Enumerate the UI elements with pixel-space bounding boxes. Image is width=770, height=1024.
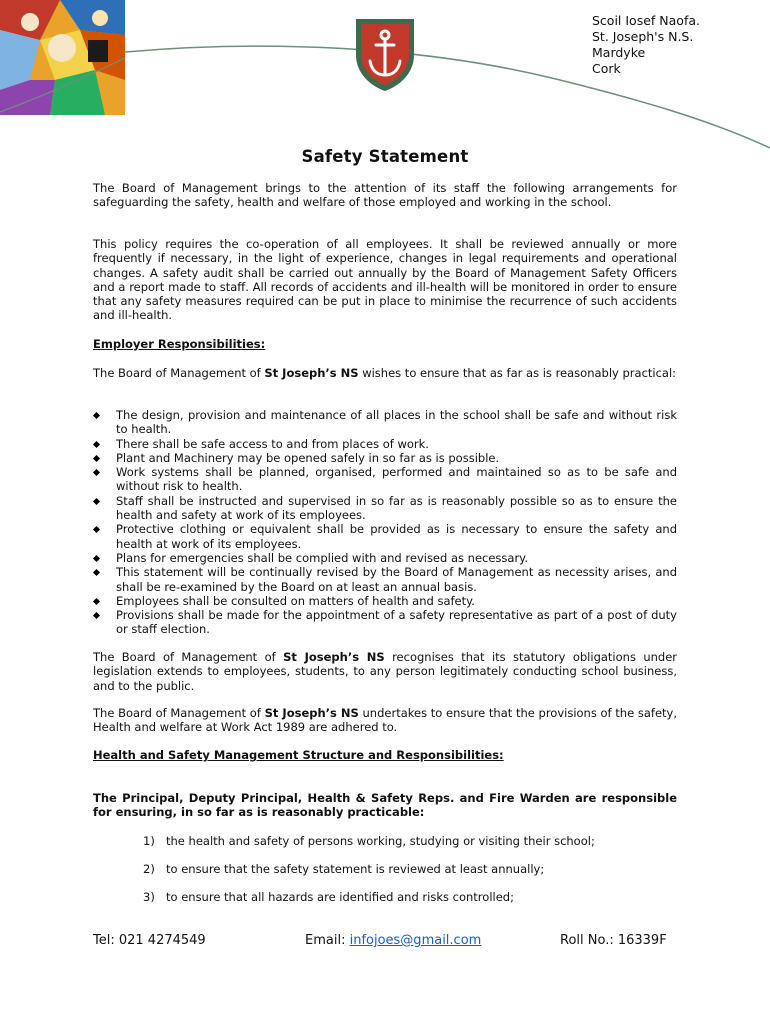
item-text: to ensure that all hazards are identified and risks controlled; bbox=[166, 890, 514, 904]
text-run: The Board of Management of bbox=[93, 650, 284, 664]
list-item-text: Plant and Machinery may be opened safely in so far as is possible. bbox=[116, 450, 500, 465]
diamond-bullet-icon bbox=[93, 498, 100, 505]
diamond-bullet-icon bbox=[93, 598, 100, 605]
list-item-text: There shall be safe access to and from places of work. bbox=[116, 436, 429, 451]
diamond-bullet-icon bbox=[93, 555, 100, 562]
list-item bbox=[93, 565, 677, 594]
intro-paragraph-2: This policy requires the co-operation of all employees. It shall be reviewed annually or more frequently if necessary, in the light of experience, changes in legal requirements and operational changes. A safety audit shall be carried out annually by the Board of Management Safety Officers and a report made to staff. All records of accidents and ill-health will be monitored in order to ensure that any safety measures required can be put in place to minimise the recurrence of such accidents and ill-health. bbox=[93, 237, 677, 323]
school-crest-logo bbox=[352, 15, 418, 93]
diamond-bullet-icon bbox=[93, 441, 100, 448]
list-item bbox=[93, 451, 677, 465]
employer-bullet-list bbox=[93, 408, 677, 637]
text-run: The Board of Management of bbox=[93, 706, 265, 720]
diamond-bullet-icon bbox=[93, 469, 100, 476]
list-item-text: Protective clothing or equivalent shall be provided as is necessary to ensure the safety and health at work of its employees. bbox=[116, 522, 677, 551]
list-item bbox=[93, 494, 677, 523]
structure-lead-paragraph: The Principal, Deputy Principal, Health & Safety Reps. and Fire Warden are responsible for ensuring, in so far as is reasonably practicable: bbox=[93, 791, 677, 820]
list-item bbox=[93, 551, 677, 565]
school-name: St Joseph’s NS bbox=[283, 650, 385, 664]
employer-responsibilities-heading: Employer Responsibilities: bbox=[93, 337, 266, 351]
employer-lead-paragraph bbox=[93, 366, 677, 380]
list-item bbox=[93, 437, 677, 451]
list-item-text: The design, provision and maintenance of all places in the school shall be safe and without risk to health. bbox=[116, 408, 677, 437]
email-label: Email: bbox=[305, 933, 350, 948]
address-line: St. Joseph's N.S. bbox=[592, 29, 694, 44]
address-line: Cork bbox=[592, 61, 621, 76]
diamond-bullet-icon bbox=[93, 612, 100, 619]
list-item bbox=[93, 408, 677, 437]
email-link[interactable]: infojoes@gmail.com bbox=[349, 933, 482, 948]
item-text: to ensure that the safety statement is reviewed at least annually; bbox=[166, 862, 545, 876]
item-text: the health and safety of persons working, studying or visiting their school; bbox=[166, 834, 595, 848]
obligations-paragraph bbox=[93, 650, 677, 693]
numbered-item bbox=[143, 834, 677, 848]
list-item bbox=[93, 608, 677, 637]
school-address bbox=[592, 13, 700, 77]
footer-roll-number: Roll No.: 16339F bbox=[560, 933, 667, 948]
address-line: Mardyke bbox=[592, 45, 646, 60]
text-run: recognises that its statutory obligations under legislation extends to employees, students, to any person legitimately conducting school business, and to the public. bbox=[93, 650, 678, 693]
list-item-text: Plans for emergencies shall be complied with and revised as necessary. bbox=[116, 550, 529, 565]
list-item bbox=[93, 465, 677, 494]
intro-paragraph-1: The Board of Management brings to the attention of its staff the following arrangements for safeguarding the safety, health and welfare of those employed and working in the school. bbox=[93, 181, 677, 210]
numbered-item bbox=[143, 890, 677, 904]
list-item-text: Work systems shall be planned, organised, performed and maintained so as to be safe and without risk to health. bbox=[116, 465, 677, 494]
document-title: Safety Statement bbox=[301, 147, 469, 166]
item-number: 3) bbox=[143, 890, 155, 904]
list-item bbox=[93, 594, 677, 608]
list-item-text: Employees shall be consulted on matters of health and safety. bbox=[116, 593, 475, 608]
text-run: The Board of Management of bbox=[93, 366, 265, 380]
diamond-bullet-icon bbox=[93, 412, 100, 419]
list-item bbox=[93, 522, 677, 551]
numbered-item bbox=[143, 862, 677, 876]
footer-email bbox=[305, 933, 481, 948]
list-item-text: Provisions shall be made for the appointment of a safety representative as part of a post of duty or staff election. bbox=[116, 608, 677, 637]
list-item-text: Staff shall be instructed and supervised in so far as is reasonably possible so as to ensure the health and safety at work of its employees. bbox=[116, 493, 677, 523]
item-number: 1) bbox=[143, 834, 155, 848]
list-item-text: This statement will be continually revised by the Board of Management as necessity arises, and shall be re-examined by the Board on at least an annual basis. bbox=[116, 565, 677, 594]
school-name: St Joseph’s NS bbox=[264, 706, 359, 720]
footer-telephone: Tel: 021 4274549 bbox=[93, 933, 206, 948]
text-run: undertakes to ensure that the provisions of the safety, Health and welfare at Work Act 1989 are adhered to. bbox=[93, 706, 678, 735]
diamond-bullet-icon bbox=[93, 455, 100, 462]
text-run: wishes to ensure that as far as is reasonably practical: bbox=[358, 366, 677, 380]
structure-heading: Health and Safety Management Structure and Responsibilities: bbox=[93, 748, 504, 762]
diamond-bullet-icon bbox=[93, 526, 100, 533]
undertakes-paragraph bbox=[93, 706, 677, 735]
diamond-bullet-icon bbox=[93, 569, 100, 576]
school-name: St Joseph’s NS bbox=[264, 366, 359, 380]
address-line: Scoil Iosef Naofa. bbox=[592, 13, 700, 28]
item-number: 2) bbox=[143, 862, 155, 876]
